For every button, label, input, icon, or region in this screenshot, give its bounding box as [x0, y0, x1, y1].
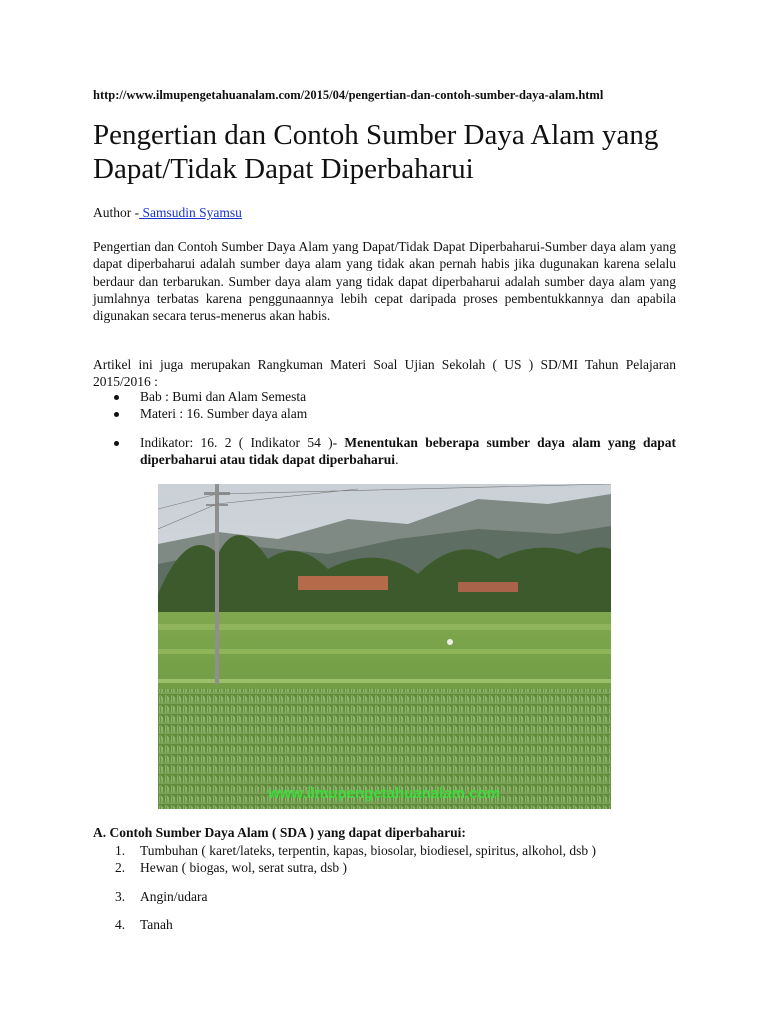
list-item — [93, 842, 676, 859]
rice-field-photo — [158, 484, 611, 809]
author-label: Author - — [93, 205, 140, 220]
item-text: Tanah — [140, 917, 173, 932]
intro-paragraph: Pengertian dan Contoh Sumber Daya Alam yang Dapat/Tidak Dapat Diperbaharui-Sumber daya alam yang dapat diperbaharui adalah sumber daya alam yang tidak akan pernah habis jika dugunakan karena selalu berdaur dan terbarukan. Sumber daya alam yang tidak dapat diperbaharui adalah sumber daya alam yang jumlahnya terbatas karena penggunaannya lebih cepat daripada proses pembentukkannya dan apabila digunakan secara terus-menerus akan habis. — [93, 239, 676, 324]
author-link[interactable]: Samsudin Syamsu — [139, 205, 242, 220]
bullet-icon — [114, 412, 119, 417]
bullet-list-indikator — [93, 434, 676, 469]
list-item — [93, 859, 676, 876]
article-note: Artikel ini juga merupakan Rangkuman Materi Soal Ujian Sekolah ( US ) SD/MI Tahun Pelajaran 2015/2016 : — [93, 357, 676, 390]
indikator-suffix: . — [395, 452, 399, 468]
numbered-list — [93, 842, 676, 876]
indikator-bold: Menentukan beberapa sumber daya alam yang dapat diperbaharui atau tidak dapat diperbaharui — [140, 435, 676, 468]
item-text: Hewan ( biogas, wol, serat sutra, dsb ) — [140, 860, 347, 875]
bullet-materi: Materi : 16. Sumber daya alam — [140, 406, 308, 422]
source-url[interactable]: http://www.ilmupengetahuanalam.com/2015/04/pengertian-dan-contoh-sumber-daya-alam.html — [93, 88, 604, 102]
bullet-icon — [114, 395, 119, 400]
list-item — [93, 888, 676, 905]
item-text: Angin/udara — [140, 889, 208, 904]
item-number: 3. — [115, 889, 126, 904]
numbered-list-item-3 — [93, 888, 676, 905]
item-text: Tumbuhan ( karet/lateks, terpentin, kapas, biosolar, biodiesel, spiritus, alkohol, dsb ) — [140, 843, 597, 858]
power-pole — [215, 484, 219, 684]
section-a-heading: A. Contoh Sumber Daya Alam ( SDA ) yang dapat diperbaharui: — [93, 825, 466, 840]
bullet-bab: Bab : Bumi dan Alam Semesta — [140, 389, 307, 404]
farmer — [447, 639, 453, 645]
author-line — [93, 205, 242, 221]
list-item — [93, 405, 676, 422]
photo-watermark: www.ilmupengetahuanalam.com — [268, 785, 500, 802]
page-title: Pengertian dan Contoh Sumber Daya Alam yang Dapat/Tidak Dapat Diperbaharui — [93, 119, 659, 185]
numbered-list-item-4 — [93, 916, 676, 933]
bullet-list — [93, 388, 676, 423]
bullet-icon — [114, 441, 119, 446]
list-item — [93, 916, 676, 933]
item-number: 2. — [115, 860, 126, 875]
item-number: 1. — [115, 843, 126, 858]
roof — [298, 576, 388, 590]
list-item — [93, 388, 676, 405]
indikator-prefix: Indikator: 16. 2 ( Indikator 54 )- — [140, 435, 338, 450]
list-item — [93, 434, 676, 469]
item-number: 4. — [115, 917, 126, 932]
